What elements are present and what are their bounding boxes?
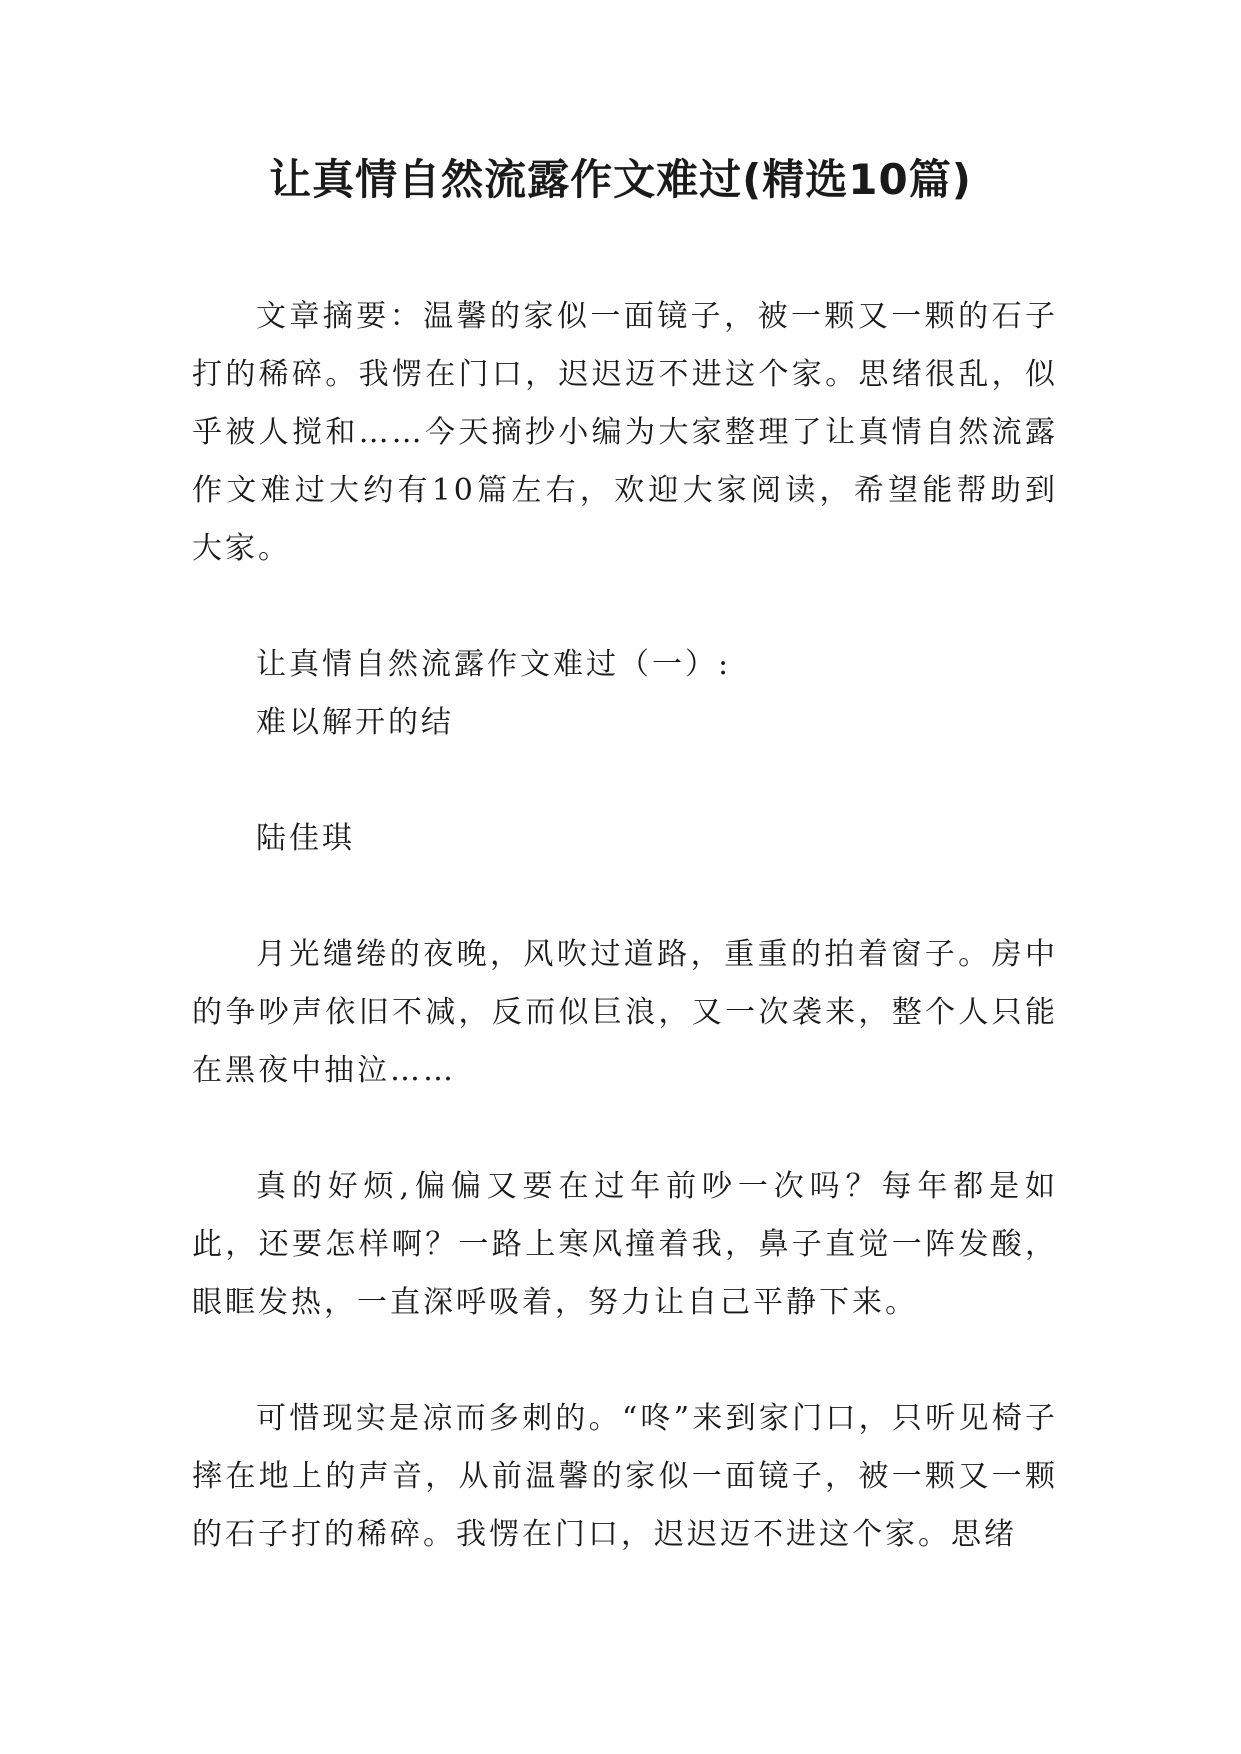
section-subtitle: 难以解开的结 [256, 705, 454, 740]
document-title: 让真情自然流露作文难过(精选10篇) [269, 155, 972, 204]
document-body [192, 288, 1058, 1564]
body-paragraph: 真的好烦,偏偏又要在过年前吵一次吗？每年都是如此，还要怎样啊？一路上寒风撞着我，鼻子直觉一阵发酸，眼眶发热，一直深呼吸着，努力让自己平静下来。 [192, 1169, 1058, 1320]
author-name: 陆佳琪 [256, 821, 355, 856]
body-paragraph: 月光缱绻的夜晚，风吹过道路，重重的拍着窗子。房中的争吵声依旧不减，反而似巨浪，又一次袭来，整个人只能在黑夜中抽泣…… [192, 937, 1058, 1088]
section-heading: 让真情自然流露作文难过（一）: [256, 647, 732, 682]
summary-paragraph: 文章摘要：温馨的家似一面镜子，被一颗又一颗的石子打的稀碎。我愣在门口，迟迟迈不进这个家。思绪很乱，似乎被人搅和……今天摘抄小编为大家整理了让真情自然流露作文难过大约有10篇左右，欢迎大家阅读，希望能帮助到大家。 [192, 299, 1058, 566]
body-paragraph: 可惜现实是凉而多刺的。“咚”来到家门口，只听见椅子摔在地上的声音，从前温馨的家似一面镜子，被一颗又一颗的石子打的稀碎。我愣在门口，迟迟迈不进这个家。思绪 [192, 1401, 1058, 1552]
